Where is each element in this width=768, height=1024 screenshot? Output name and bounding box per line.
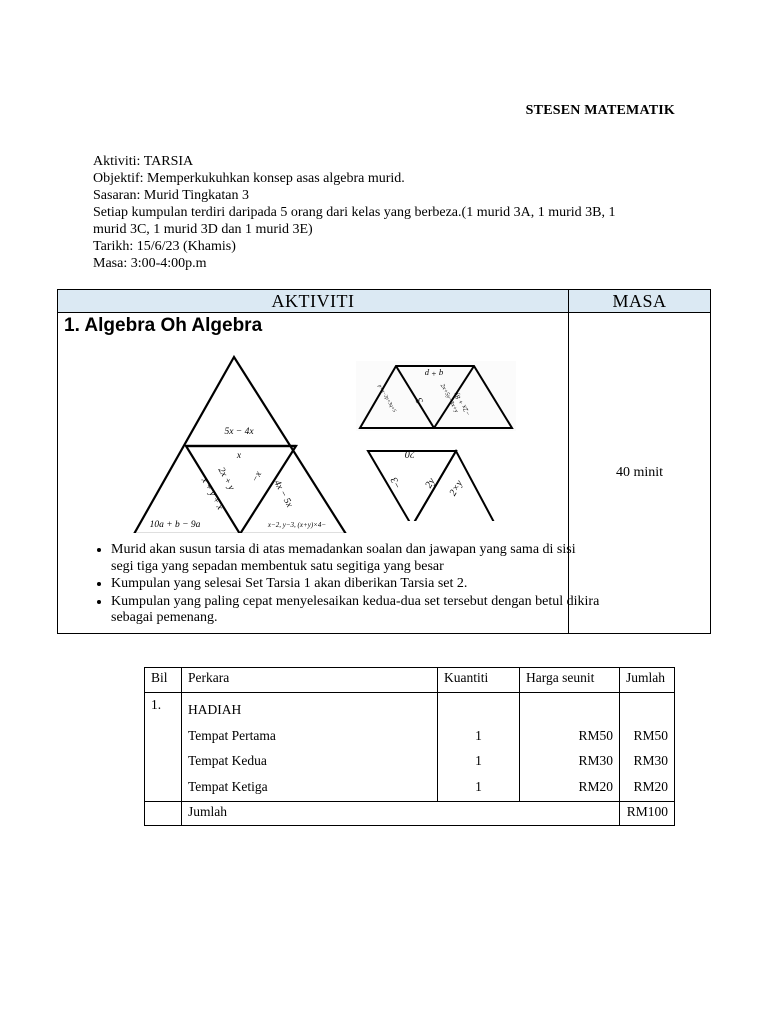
price-value: RM20 bbox=[578, 778, 613, 794]
prize-total-row bbox=[145, 802, 675, 826]
col-harga: Harga seunit bbox=[520, 668, 620, 693]
item-label: Tempat Ketiga bbox=[188, 778, 268, 794]
info-objektif: Objektif: Memperkukuhkan konsep asas algebra murid. bbox=[93, 171, 405, 186]
piece-label-left: 3 bbox=[413, 395, 426, 406]
activity-instructions bbox=[64, 542, 601, 628]
total-label: Jumlah bbox=[182, 802, 620, 826]
col-aktiviti: AKTIVITI bbox=[58, 290, 569, 313]
grand-total: RM100 bbox=[620, 802, 675, 826]
col-perkara: Perkara bbox=[182, 668, 438, 693]
piece-label-neg3: −3 bbox=[388, 474, 405, 491]
instruction-item: • Kumpulan yang selesai Set Tarsia 1 akan diberikan Tarsia set 2. bbox=[111, 576, 601, 593]
piece-label-2xy: 2×y bbox=[447, 478, 466, 499]
label-bottom-right: x−2, y−3, (x+y)×4− bbox=[267, 521, 327, 529]
label-right-inner: 4x − 5x bbox=[271, 478, 295, 510]
activity-info bbox=[93, 153, 683, 272]
label-inner-top: x bbox=[236, 451, 242, 461]
piece-label-mid: 2x+5y−3x+y bbox=[438, 383, 459, 414]
item-label: Tempat Kedua bbox=[188, 753, 267, 768]
piece-label-top: q + p bbox=[424, 369, 444, 379]
piece-label-right: −2x + 8y bbox=[451, 390, 473, 418]
activity-table bbox=[57, 289, 711, 634]
total-bil-empty bbox=[145, 802, 182, 826]
total-value: RM30 bbox=[633, 753, 668, 768]
document-title: STESEN MATEMATIK bbox=[525, 103, 675, 118]
piece-label-20: 20 bbox=[405, 448, 415, 459]
label-top-edge: 5x − 4x bbox=[224, 427, 254, 437]
col-bil: Bil bbox=[145, 668, 182, 693]
price-value: RM30 bbox=[578, 753, 613, 768]
activity-cell bbox=[58, 313, 600, 634]
qty-value: 1 bbox=[475, 778, 482, 794]
harga-cell bbox=[520, 693, 620, 802]
prize-table-header bbox=[145, 668, 675, 693]
prize-row-hadiah bbox=[145, 693, 675, 802]
col-masa: MASA bbox=[569, 290, 711, 313]
item-label: Tempat Pertama bbox=[188, 727, 276, 743]
kuantiti-cell bbox=[438, 693, 520, 802]
qty-value: 1 bbox=[475, 727, 482, 743]
col-jumlah: Jumlah bbox=[620, 668, 675, 693]
activity-table-header bbox=[58, 290, 711, 313]
instruction-item: • Murid akan susun tarsia di atas memadankan soalan dan jawapan yang sama di sisi segi tiga yang sepadan membentuk satu segitiga yang besar bbox=[111, 542, 601, 575]
label-center-mid: −x bbox=[250, 470, 265, 485]
label-bottom-left: 10a + b − 9a bbox=[149, 520, 201, 530]
perkara-cell bbox=[182, 693, 438, 802]
prize-table bbox=[144, 667, 675, 826]
piece-label-side: p+q−2p+3q+5 bbox=[376, 384, 397, 414]
price-value: RM50 bbox=[578, 727, 613, 743]
col-kuantiti: Kuantiti bbox=[438, 668, 520, 693]
piece-label-2y: 2y bbox=[423, 476, 438, 491]
info-kumpulan-line2: murid 3C, 1 murid 3D dan 1 murid 3E) bbox=[93, 222, 313, 237]
info-sasaran: Sasaran: Murid Tingkatan 3 bbox=[93, 188, 249, 203]
info-tarikh: Tarikh: 15/6/23 (Khamis) bbox=[93, 239, 236, 254]
info-aktiviti: Aktiviti: TARSIA bbox=[93, 154, 194, 169]
activity-title: 1. Algebra Oh Algebra bbox=[64, 315, 263, 336]
jumlah-cell bbox=[620, 693, 675, 802]
label-left-inner: x + y + x bbox=[198, 476, 225, 512]
section-label: HADIAH bbox=[188, 702, 242, 717]
total-value: RM20 bbox=[633, 778, 668, 794]
activity-row bbox=[58, 313, 711, 634]
instruction-item: • Kumpulan yang paling cepat menyelesaikan kedua-dua set tersebut dengan betul dikira sebagai pemenang. bbox=[111, 594, 601, 627]
info-kumpulan-line1: Setiap kumpulan terdiri daripada 5 orang dari kelas yang berbeza.(1 murid 3A, 1 murid 3B, 1 bbox=[93, 205, 616, 220]
piece-set-bottom bbox=[368, 451, 456, 521]
tarsia-pieces-figure bbox=[356, 361, 526, 521]
label-center-up: 2x + y bbox=[215, 465, 236, 493]
total-value: RM50 bbox=[633, 727, 668, 743]
qty-value: 1 bbox=[475, 753, 482, 768]
masa-value: 40 minit bbox=[615, 465, 664, 480]
bil-value: 1. bbox=[145, 693, 182, 802]
info-masa: Masa: 3:00-4:00p.m bbox=[93, 256, 207, 271]
